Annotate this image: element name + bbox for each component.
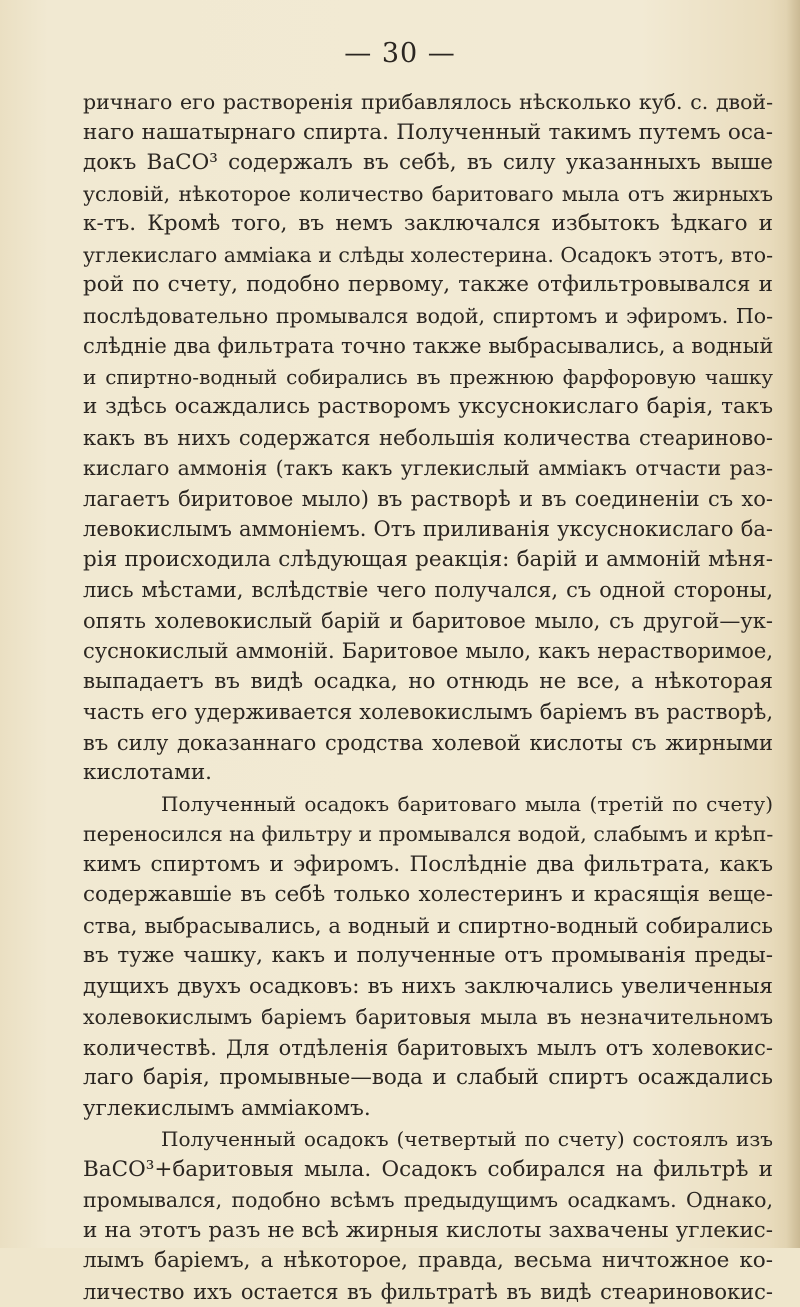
text-line: лымъ баріемъ, а нѣкоторое, правда, весьма ничтожное ко- [83, 1246, 773, 1277]
text-line: ства, выбрасывались, а водный и спиртно-водный собирались [83, 911, 773, 942]
text-line: и спиртно-водный собирались въ прежнюю фарфоровую чашку [83, 362, 773, 393]
text-line: кислаго аммонія (такъ какъ углекислый амміакъ отчасти раз- [83, 453, 773, 484]
text-line: Полученный осадокъ баритоваго мыла (третій по счету) [83, 789, 773, 820]
text-line: углекислымъ амміакомъ. [83, 1094, 773, 1125]
text-line: докъ BaCO³ содержалъ въ себѣ, въ силу указанныхъ выше [83, 148, 773, 179]
text-line: рія происходила слѣдующая реакція: барій и аммоній мѣня- [83, 545, 773, 576]
text-line: углекислаго амміака и слѣды холестерина. Осадокъ этотъ, вто- [83, 240, 773, 271]
text-line: холевокислымъ баріемъ баритовыя мыла въ незначительномъ [83, 1002, 773, 1033]
body-text [83, 87, 773, 1307]
text-line: условій, нѣкоторое количество баритоваго мыла отъ жирныхъ [83, 179, 773, 210]
text-line: промывался, подобно всѣмъ предыдущимъ осадкамъ. Однако, [83, 1185, 773, 1216]
text-line: лись мѣстами, вслѣдствіе чего получался, съ одной стороны, [83, 575, 773, 606]
text-line: суснокислый аммоній. Баритовое мыло, какъ нерастворимое, [83, 636, 773, 667]
text-line: ричнаго его растворенія прибавлялось нѣсколько куб. с. двой- [83, 87, 773, 118]
text-line: дущихъ двухъ осадковъ: въ нихъ заключались увеличенныя [83, 972, 773, 1003]
text-line: содержавшіе въ себѣ только холестеринъ и красящія веще- [83, 880, 773, 911]
text-line: лагаетъ биритовое мыло) въ растворѣ и въ соединеніи съ хо- [83, 484, 773, 515]
text-line: кислотами. [83, 758, 773, 789]
text-line: количествѣ. Для отдѣленія баритовыхъ мылъ отъ холевокис- [83, 1033, 773, 1064]
text-line: слѣдніе два фильтрата точно также выбрасывались, а водный [83, 331, 773, 362]
text-line: левокислымъ аммоніемъ. Отъ приливанія уксуснокислаго ба- [83, 514, 773, 545]
text-line: какъ въ нихъ содержатся небольшія количества стеариново- [83, 423, 773, 454]
text-line: рой по счету, подобно первому, также отфильтровывался и [83, 270, 773, 301]
text-line: к-тъ. Кромѣ того, въ немъ заключался избытокъ ѣдкаго и [83, 209, 773, 240]
text-line: Полученный осадокъ (четвертый по счету) состоялъ изъ [83, 1124, 773, 1155]
text-line: личество ихъ остается въ фильтратѣ въ видѣ стеариновокис- [83, 1277, 773, 1307]
text-line: и здѣсь осаждались растворомъ уксуснокислаго барія, такъ [83, 392, 773, 423]
text-line: опять холевокислый барій и баритовое мыло, съ другой—ук- [83, 606, 773, 637]
page-number: — 30 — [0, 38, 800, 69]
text-line: часть его удерживается холевокислымъ баріемъ въ растворѣ, [83, 697, 773, 728]
text-line: лаго барія, промывные—вода и слабый спиртъ осаждались [83, 1063, 773, 1094]
text-line: кимъ спиртомъ и эфиромъ. Послѣдніе два фильтрата, какъ [83, 850, 773, 881]
text-line: въ туже чашку, какъ и полученные отъ промыванія преды- [83, 941, 773, 972]
text-line: выпадаетъ въ видѣ осадка, но отнюдь не все, а нѣкоторая [83, 667, 773, 698]
text-line: и на этотъ разъ не всѣ жирныя кислоты захвачены углекис- [83, 1216, 773, 1247]
text-line: наго нашатырнаго спирта. Полученный такимъ путемъ оса- [83, 118, 773, 149]
text-line: послѣдовательно промывался водой, спиртомъ и эфиромъ. По- [83, 301, 773, 332]
text-line: переносился на фильтру и промывался водой, слабымъ и крѣп- [83, 819, 773, 850]
page-edge-shadow [786, 0, 800, 1248]
text-line: въ силу доказаннаго сродства холевой кислоты съ жирными [83, 728, 773, 759]
text-line: BaCO³+баритовыя мыла. Осадокъ собирался на фильтрѣ и [83, 1155, 773, 1186]
